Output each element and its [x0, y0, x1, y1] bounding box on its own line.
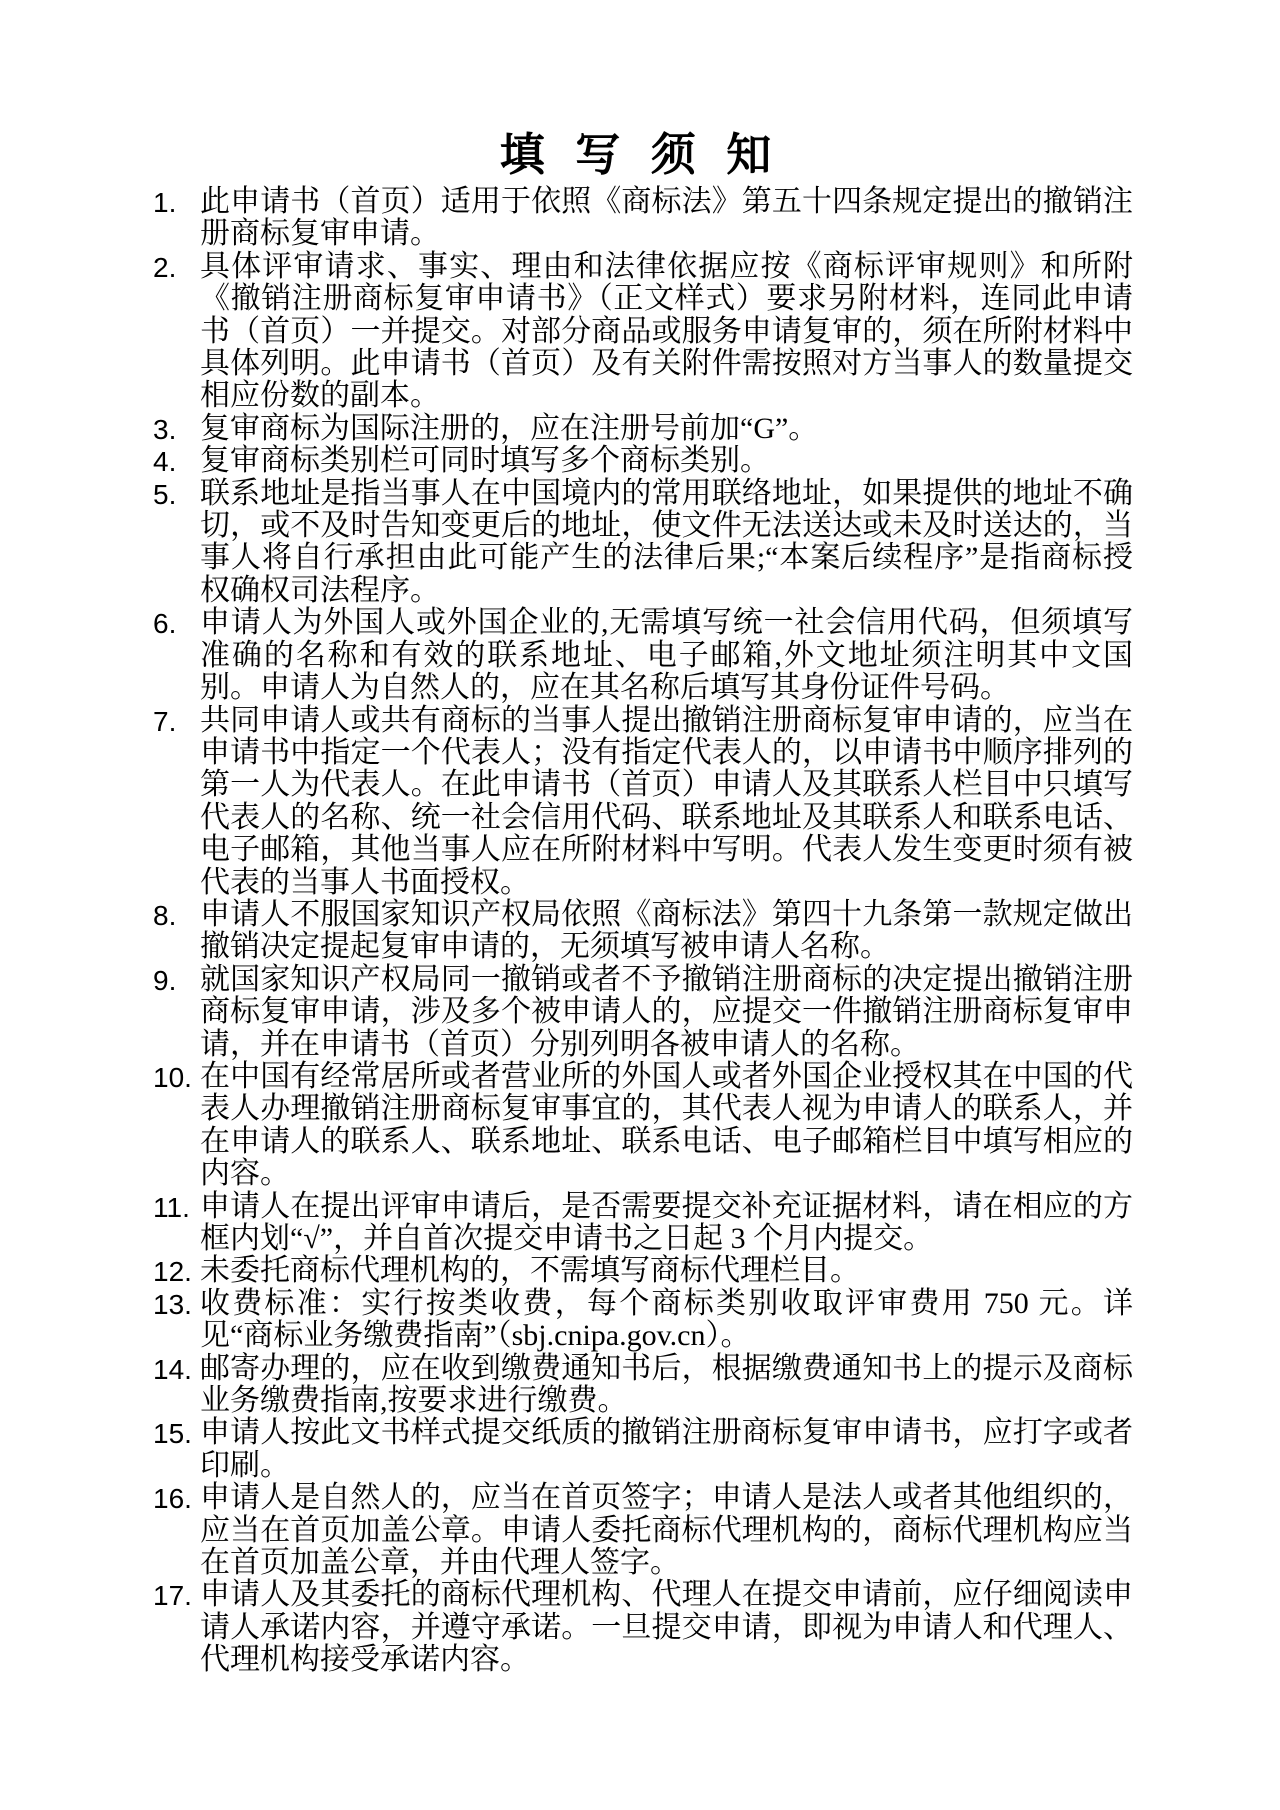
item-text: 在中国有经常居所或者营业所的外国人或者外国企业授权其在中国的代表人办理撤销注册商标复审事宜的，其代表人视为申请人的联系人，并在申请人的联系人、联系地址、联系电话、电子邮箱栏目中填写相应的内容。 — [200, 1059, 1133, 1191]
item-text: 具体评审请求、事实、理由和法律依据应按《商标评审规则》和所附《撤销注册商标复审申请书》（正文样式）要求另附材料，连同此申请书（首页）一并提交。对部分商品或服务申请复审的，须在所附材料中具体列明。此申请书（首页）及有关附件需按照对方当事人的数量提交相应份数的副本。 — [200, 249, 1133, 413]
instruction-item-13 — [153, 1288, 1133, 1353]
item-number: 10. — [153, 1061, 192, 1093]
instruction-item-16 — [153, 1482, 1133, 1579]
item-number: 13. — [153, 1288, 192, 1320]
instruction-item-17 — [153, 1579, 1133, 1676]
item-text: 申请人在提出评审申请后，是否需要提交补充证据材料，请在相应的方框内划“√”，并自首次提交申请书之日起 3 个月内提交。 — [200, 1189, 1133, 1255]
instruction-item-9 — [153, 964, 1133, 1061]
item-text: 申请人是自然人的，应当在首页签字；申请人是法人或者其他组织的，应当在首页加盖公章。申请人委托商标代理机构的，商标代理机构应当在首页加盖公章，并由代理人签字。 — [200, 1481, 1133, 1580]
item-text: 邮寄办理的，应在收到缴费通知书后，根据缴费通知书上的提示及商标业务缴费指南,按要求进行缴费。 — [200, 1351, 1133, 1418]
item-text: 未委托商标代理机构的，不需填写商标代理栏目。 — [200, 1254, 860, 1288]
item-text: 收费标准：实行按类收费，每个商标类别收取评审费用 750 元。详见“商标业务缴费指南”（sbj.cnipa.gov.cn）。 — [200, 1286, 1133, 1353]
item-number: 12. — [153, 1256, 192, 1288]
instruction-item-2 — [153, 251, 1133, 413]
instruction-item-4 — [153, 445, 1133, 477]
item-number: 4. — [153, 446, 177, 478]
item-text: 复审商标类别栏可同时填写多个商标类别。 — [200, 444, 770, 478]
item-number: 11. — [153, 1191, 190, 1223]
item-text: 申请人为外国人或外国企业的,无需填写统一社会信用代码，但须填写准确的名称和有效的联系地址、电子邮箱,外文地址须注明其中文国别。申请人为自然人的，应在其名称后填写其身份证件号码。 — [200, 606, 1133, 705]
instruction-item-10 — [153, 1061, 1133, 1191]
instruction-item-12 — [153, 1255, 1133, 1287]
item-number: 15. — [153, 1418, 192, 1450]
item-number: 2. — [153, 251, 177, 283]
instruction-item-7 — [153, 705, 1133, 899]
item-number: 14. — [153, 1353, 192, 1385]
item-text: 申请人不服国家知识产权局依照《商标法》第四十九条第一款规定做出撤销决定提起复审申请的，无须填写被申请人名称。 — [200, 897, 1133, 964]
item-number: 9. — [153, 964, 177, 996]
instruction-item-6 — [153, 607, 1133, 704]
item-text: 就国家知识产权局同一撤销或者不予撤销注册商标的决定提出撤销注册商标复审申请，涉及多个被申请人的，应提交一件撤销注册商标复审申请，并在申请书（首页）分别列明各被申请人的名称。 — [200, 962, 1133, 1061]
item-text: 此申请书（首页）适用于依照《商标法》第五十四条规定提出的撤销注册商标复审申请。 — [200, 185, 1133, 251]
item-number: 6. — [153, 608, 177, 640]
item-number: 16. — [153, 1483, 192, 1515]
item-text: 申请人按此文书样式提交纸质的撤销注册商标复审申请书，应打字或者印刷。 — [200, 1416, 1133, 1482]
item-number: 5. — [153, 478, 177, 510]
instruction-item-14 — [153, 1353, 1133, 1418]
item-number: 1. — [153, 187, 177, 218]
item-number: 3. — [153, 413, 177, 445]
page-title: 填 写 须 知 — [499, 129, 781, 180]
item-text: 共同申请人或共有商标的当事人提出撤销注册商标复审申请的，应当在申请书中指定一个代表人；没有指定代表人的，以申请书中顺序排列的第一人为代表人。在此申请书（首页）申请人及其联系人栏目中只填写代表人的名称、统一社会信用代码、联系地址及其联系人和联系电话、电子邮箱，其他当事人应在所附材料中写明。代表人发生变更时须有被代表的当事人书面授权。 — [200, 703, 1133, 899]
instruction-item-8 — [153, 899, 1133, 964]
instruction-item-3 — [153, 413, 1133, 445]
item-number: 7. — [153, 705, 177, 737]
item-text: 复审商标为国际注册的，应在注册号前加“G”。 — [200, 411, 819, 445]
instruction-item-1 — [153, 186, 1133, 251]
instruction-item-5 — [153, 478, 1133, 608]
instruction-item-15 — [153, 1417, 1133, 1482]
item-number: 8. — [153, 899, 177, 931]
instruction-list — [153, 186, 1133, 1677]
item-text: 申请人及其委托的商标代理机构、代理人在提交申请前，应仔细阅读申请人承诺内容，并遵守承诺。一旦提交申请，即视为申请人和代理人、代理机构接受承诺内容。 — [200, 1578, 1133, 1677]
item-text: 联系地址是指当事人在中国境内的常用联络地址，如果提供的地址不确切，或不及时告知变更后的地址，使文件无法送达或未及时送达的，当事人将自行承担由此可能产生的法律后果;“本案后续程序”是指商标授权确权司法程序。 — [200, 476, 1133, 607]
item-number: 17. — [153, 1580, 192, 1612]
instruction-item-11 — [153, 1191, 1133, 1256]
